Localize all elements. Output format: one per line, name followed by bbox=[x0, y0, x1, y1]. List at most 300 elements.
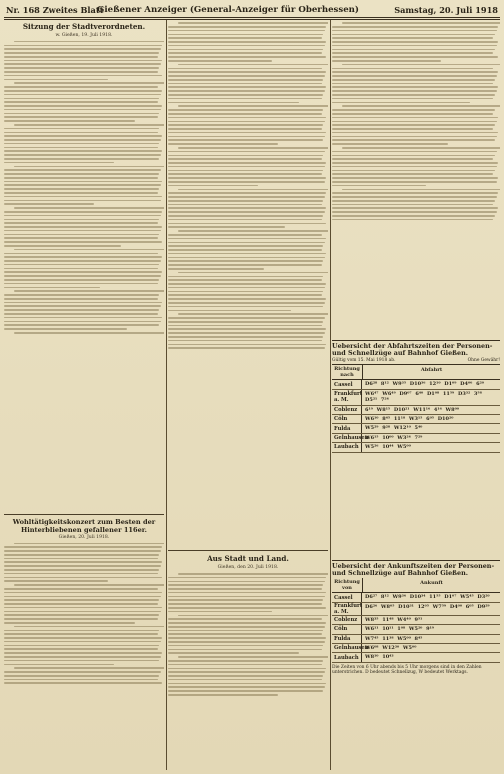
local-news-heading: Aus Stadt und Land. bbox=[207, 554, 289, 564]
text-line bbox=[4, 558, 158, 560]
text-line bbox=[168, 287, 325, 289]
text-line bbox=[168, 283, 326, 285]
column-rule-2 bbox=[330, 20, 331, 770]
text-line bbox=[4, 321, 161, 323]
text-line bbox=[332, 37, 493, 39]
text-line bbox=[168, 245, 323, 247]
text-line bbox=[332, 109, 495, 111]
text-line bbox=[168, 645, 323, 647]
text-line bbox=[4, 90, 162, 92]
text-line bbox=[168, 592, 326, 594]
text-line bbox=[332, 196, 497, 198]
station-name: Frankfurt a. M. bbox=[334, 391, 363, 404]
text-line bbox=[4, 154, 161, 156]
text-line bbox=[168, 268, 264, 270]
text-line bbox=[4, 63, 161, 65]
text-line bbox=[178, 313, 328, 315]
text-line bbox=[178, 272, 328, 274]
text-line bbox=[168, 94, 323, 96]
text-line bbox=[4, 279, 159, 281]
text-line bbox=[168, 215, 323, 217]
text-line bbox=[332, 102, 470, 104]
text-line bbox=[332, 117, 498, 119]
train-times: W6⁰⁸ W12³⁰ W5⁰⁰ bbox=[365, 645, 417, 652]
text-line bbox=[332, 128, 493, 130]
text-line bbox=[168, 56, 326, 58]
text-line bbox=[332, 192, 498, 194]
text-line bbox=[14, 249, 164, 251]
text-line bbox=[4, 200, 161, 202]
text-line bbox=[332, 113, 493, 115]
text-line bbox=[168, 588, 322, 590]
text-line bbox=[168, 310, 291, 312]
text-line bbox=[4, 588, 158, 590]
text-line bbox=[168, 264, 322, 266]
text-line bbox=[4, 546, 162, 548]
local-news-dateline: Gießen, den 20. Juli 1918. bbox=[217, 565, 279, 571]
text-line bbox=[342, 105, 500, 107]
text-line bbox=[4, 158, 159, 160]
text-line bbox=[4, 682, 162, 684]
text-line bbox=[168, 596, 325, 598]
text-line bbox=[4, 309, 159, 311]
text-line bbox=[178, 64, 328, 66]
text-line bbox=[168, 253, 326, 255]
text-line bbox=[14, 124, 164, 126]
text-line bbox=[168, 599, 323, 601]
text-line bbox=[4, 241, 162, 243]
text-line bbox=[4, 611, 161, 613]
train-times: W6⁴⁷ W6⁴⁹ D9⁰⁷ 6⁴⁰ D1⁰⁸ 11⁵⁹ D3³² 3⁵⁸ D5²¹ 7²⁴ bbox=[365, 390, 482, 404]
local-news-body bbox=[168, 573, 328, 770]
train-times: D6²⁷ 8¹² W9³⁶ D10³⁴ 11⁵⁵ D1⁰⁷ W5⁴⁵ D3²⁰ bbox=[365, 594, 490, 601]
timetable-row bbox=[332, 415, 500, 424]
text-line bbox=[332, 143, 448, 145]
text-line bbox=[168, 584, 323, 586]
text-line bbox=[168, 162, 326, 164]
text-line bbox=[332, 124, 495, 126]
text-line bbox=[168, 317, 325, 319]
text-line bbox=[168, 622, 326, 624]
text-line bbox=[4, 150, 162, 152]
text-line bbox=[168, 155, 323, 157]
text-line bbox=[4, 283, 158, 285]
text-line bbox=[332, 204, 493, 206]
timetable-row bbox=[332, 644, 500, 653]
text-line bbox=[178, 105, 328, 107]
text-line bbox=[4, 105, 162, 107]
text-line bbox=[4, 143, 159, 145]
text-line bbox=[332, 75, 497, 77]
column-rule-1 bbox=[166, 20, 167, 770]
train-times: W8³⁵ 11⁴⁸ W4⁴⁰ 9⁵¹ bbox=[365, 616, 423, 623]
text-line bbox=[332, 219, 493, 221]
text-line bbox=[4, 607, 162, 609]
text-line bbox=[332, 68, 493, 70]
text-line bbox=[4, 109, 161, 111]
text-line bbox=[14, 207, 164, 209]
text-line bbox=[4, 630, 159, 632]
text-line bbox=[4, 215, 161, 217]
text-line bbox=[4, 580, 108, 582]
station-name: Cassel bbox=[332, 593, 362, 601]
text-line bbox=[168, 83, 322, 85]
text-line bbox=[168, 34, 323, 36]
text-line bbox=[4, 592, 162, 594]
text-line bbox=[168, 291, 323, 293]
text-line bbox=[4, 637, 162, 639]
text-line bbox=[332, 45, 497, 47]
text-line bbox=[14, 667, 164, 669]
text-line bbox=[178, 230, 328, 232]
masthead-date: Samstag, 20. Juli 1918 bbox=[394, 5, 498, 15]
masthead-rule bbox=[4, 17, 500, 18]
text-line bbox=[168, 41, 326, 43]
text-line bbox=[168, 219, 322, 221]
text-line bbox=[4, 652, 162, 654]
text-line bbox=[4, 79, 108, 81]
text-line bbox=[332, 177, 498, 179]
text-line bbox=[168, 75, 325, 77]
text-line bbox=[168, 117, 326, 119]
news-body-column-3 bbox=[332, 22, 500, 340]
text-line bbox=[4, 120, 135, 122]
text-line bbox=[168, 683, 326, 685]
text-line bbox=[332, 26, 498, 28]
text-line bbox=[4, 660, 159, 662]
text-line bbox=[332, 132, 498, 134]
text-line bbox=[178, 656, 328, 658]
text-line bbox=[332, 200, 495, 202]
text-line bbox=[168, 26, 326, 28]
text-line bbox=[14, 584, 164, 586]
text-line bbox=[168, 207, 326, 209]
train-times: W6¹⁵ 10⁰⁰ W3²⁴ 7²⁹ bbox=[365, 434, 423, 441]
text-line bbox=[332, 185, 426, 187]
text-line bbox=[168, 686, 325, 688]
text-line bbox=[332, 162, 498, 164]
text-line bbox=[332, 83, 493, 85]
text-line bbox=[168, 694, 278, 696]
text-line bbox=[168, 86, 326, 88]
station-name: Laubach bbox=[332, 653, 362, 661]
timetable-row bbox=[332, 434, 500, 443]
timetable-row bbox=[332, 635, 500, 644]
masthead-issue: Nr. 168 Zweites Blatt bbox=[6, 5, 104, 15]
train-times: W6¹⁰ 8⁴⁵ 11¹⁸ W3¹⁵ 6⁰⁵ D10²⁰ bbox=[365, 416, 454, 423]
text-line bbox=[4, 86, 158, 88]
council-article-body bbox=[4, 41, 164, 511]
arrival-rows bbox=[332, 593, 500, 662]
text-line bbox=[168, 204, 322, 206]
text-line bbox=[332, 98, 493, 100]
concert-heading: Wohltätigkeitskonzert zum Besten der Hinterbliebenen gefallener 116er. bbox=[12, 517, 156, 534]
text-line bbox=[168, 242, 325, 244]
concert-dateline: Gießen, 20. Juli 1918. bbox=[58, 534, 110, 540]
text-line bbox=[168, 626, 325, 628]
train-times: D6²⁶ W8⁰⁵ D10³¹ 12⁰⁵ W7⁵⁹ D4⁰⁰ 6⁰⁵ D9²⁹ bbox=[365, 603, 490, 610]
text-line bbox=[168, 37, 322, 39]
text-line bbox=[4, 52, 159, 54]
text-line bbox=[4, 230, 161, 232]
text-line bbox=[4, 622, 135, 624]
council-article-continued bbox=[168, 22, 328, 547]
text-line bbox=[4, 256, 162, 258]
text-line bbox=[332, 90, 497, 92]
timetable-footnote: Die Zeiten von 6 Uhr abends bis 5 Uhr morgens sind in den Zahlen unterstrichen. D bedeutet Schnellzug, W bedeutet Werktags. bbox=[332, 664, 482, 676]
text-line bbox=[168, 113, 322, 115]
text-line bbox=[4, 641, 161, 643]
text-line bbox=[4, 275, 161, 277]
departure-timetable bbox=[332, 340, 500, 453]
timetable-row bbox=[332, 653, 500, 662]
text-line bbox=[342, 189, 500, 191]
text-line bbox=[4, 679, 158, 681]
text-line bbox=[168, 52, 322, 54]
text-line bbox=[4, 132, 158, 134]
text-line bbox=[168, 192, 326, 194]
text-line bbox=[168, 196, 325, 198]
text-line bbox=[4, 162, 114, 164]
masthead bbox=[6, 2, 498, 18]
station-name: Cöln bbox=[332, 415, 362, 423]
timetable-row bbox=[332, 406, 500, 415]
text-line bbox=[168, 611, 272, 613]
text-line bbox=[4, 324, 159, 326]
text-line bbox=[168, 173, 322, 175]
text-line bbox=[4, 94, 161, 96]
station-name: Gelnhausen bbox=[334, 435, 369, 442]
text-line bbox=[4, 56, 158, 58]
text-line bbox=[4, 177, 158, 179]
text-line bbox=[14, 543, 164, 545]
text-line bbox=[332, 41, 498, 43]
text-line bbox=[168, 109, 323, 111]
text-line bbox=[168, 139, 323, 141]
train-times: 6¹⁹ W8¹⁵ D10²¹ W11¹⁶ 4¹⁶ W8⁰⁰ bbox=[365, 406, 459, 413]
text-line bbox=[168, 675, 323, 677]
station-name: Cöln bbox=[332, 625, 362, 633]
text-line bbox=[4, 554, 159, 556]
text-line bbox=[168, 603, 322, 605]
text-line bbox=[4, 577, 162, 579]
text-line bbox=[4, 169, 161, 171]
text-line bbox=[168, 132, 326, 134]
text-line bbox=[342, 147, 500, 149]
text-line bbox=[168, 633, 322, 635]
text-line bbox=[168, 151, 325, 153]
text-line bbox=[14, 332, 164, 334]
text-line bbox=[4, 75, 162, 77]
timetable-row bbox=[332, 443, 500, 452]
text-line bbox=[332, 60, 441, 62]
masthead-title: Gießener Anzeiger (General-Anzeiger für Oberhessen) bbox=[97, 5, 359, 15]
text-line bbox=[4, 101, 158, 103]
text-line bbox=[4, 135, 162, 137]
text-line bbox=[168, 668, 326, 670]
text-line bbox=[4, 219, 159, 221]
text-line bbox=[332, 34, 495, 36]
text-line bbox=[4, 116, 158, 118]
column-2 bbox=[168, 20, 328, 770]
train-times: W5²⁶ 10⁴⁴ W5⁰⁰ bbox=[365, 444, 411, 451]
text-line bbox=[4, 253, 158, 255]
text-line bbox=[168, 336, 323, 338]
train-times: W6¹¹ 10¹¹ 1⁰⁸ W5²⁰ 9¹⁹ bbox=[365, 626, 434, 633]
text-line bbox=[168, 98, 322, 100]
text-line bbox=[332, 207, 498, 209]
text-line bbox=[332, 49, 495, 51]
timetable-row bbox=[332, 390, 500, 406]
text-line bbox=[332, 173, 493, 175]
text-line bbox=[168, 121, 325, 123]
text-line bbox=[4, 45, 162, 47]
text-line bbox=[168, 45, 325, 47]
text-line bbox=[332, 166, 497, 168]
text-line bbox=[4, 128, 159, 130]
text-line bbox=[14, 166, 164, 168]
departure-timetable-title: Uebersicht der Abfahrtszeiten der Personen- und Schnellzüge auf Bahnhof Gießen. bbox=[332, 342, 493, 358]
text-line bbox=[4, 328, 127, 330]
text-line bbox=[332, 181, 497, 183]
text-line bbox=[4, 203, 94, 205]
text-line bbox=[332, 158, 493, 160]
timetable-row bbox=[332, 593, 500, 602]
station-name: Fulda bbox=[332, 424, 362, 432]
text-line bbox=[4, 313, 158, 315]
text-line bbox=[168, 49, 323, 51]
timetable-row bbox=[332, 603, 500, 616]
text-line bbox=[168, 238, 326, 240]
text-line bbox=[4, 181, 162, 183]
text-line bbox=[4, 656, 161, 658]
text-line bbox=[4, 234, 159, 236]
text-line bbox=[4, 569, 159, 571]
text-line bbox=[4, 264, 159, 266]
text-line bbox=[168, 200, 323, 202]
text-line bbox=[168, 298, 326, 300]
station-name: Fulda bbox=[332, 635, 362, 643]
text-line bbox=[4, 196, 162, 198]
text-line bbox=[332, 139, 495, 141]
text-line bbox=[4, 675, 159, 677]
text-line bbox=[168, 637, 326, 639]
text-line bbox=[168, 664, 322, 666]
train-times: W5²⁹ 9²⁸ W12¹⁰ 5⁴⁰ bbox=[365, 425, 423, 432]
text-line bbox=[168, 30, 325, 32]
text-line bbox=[168, 641, 325, 643]
text-line bbox=[168, 630, 323, 632]
text-line bbox=[168, 690, 323, 692]
text-line bbox=[4, 645, 159, 647]
text-line bbox=[4, 287, 100, 289]
text-line bbox=[168, 226, 285, 228]
text-line bbox=[178, 615, 328, 617]
text-line bbox=[4, 245, 121, 247]
text-line bbox=[4, 67, 159, 69]
text-line bbox=[168, 321, 323, 323]
text-line bbox=[168, 618, 322, 620]
text-line bbox=[332, 79, 495, 81]
text-line bbox=[4, 260, 161, 262]
text-line bbox=[168, 136, 325, 138]
station-name: Laubach bbox=[332, 443, 362, 451]
text-line bbox=[168, 332, 325, 334]
text-line bbox=[4, 237, 158, 239]
arrival-timetable-title: Uebersicht der Ankunftszeiten der Personen- und Schnellzüge auf Bahnhof Gießen. bbox=[332, 562, 495, 578]
departure-rows bbox=[332, 380, 500, 452]
text-line bbox=[168, 652, 299, 654]
text-line bbox=[168, 344, 326, 346]
text-line bbox=[168, 223, 326, 225]
arrival-header: Richtung von Ankunft bbox=[332, 578, 500, 593]
text-line bbox=[168, 671, 325, 673]
station-name: Coblenz bbox=[332, 406, 362, 414]
station-name: Cassel bbox=[332, 380, 362, 388]
text-line bbox=[178, 189, 328, 191]
text-line bbox=[168, 234, 322, 236]
text-line bbox=[168, 102, 299, 104]
text-line bbox=[4, 226, 162, 228]
text-line bbox=[168, 60, 272, 62]
text-line bbox=[4, 48, 161, 50]
departure-header: Richtung nach Abfahrt bbox=[332, 365, 500, 380]
text-line bbox=[4, 573, 158, 575]
text-line bbox=[4, 294, 159, 296]
arrival-timetable bbox=[332, 560, 500, 677]
text-line bbox=[168, 679, 322, 681]
article-divider-2 bbox=[168, 550, 328, 551]
text-line bbox=[332, 56, 498, 58]
text-line bbox=[168, 166, 325, 168]
text-line bbox=[168, 607, 326, 609]
text-line bbox=[4, 603, 158, 605]
text-line bbox=[4, 302, 162, 304]
text-line bbox=[168, 347, 325, 349]
text-line bbox=[4, 184, 161, 186]
station-name: Coblenz bbox=[332, 616, 362, 624]
text-line bbox=[168, 68, 322, 70]
text-line bbox=[168, 276, 323, 278]
text-line bbox=[332, 30, 497, 32]
text-line bbox=[168, 128, 322, 130]
text-line bbox=[4, 113, 159, 115]
text-line bbox=[4, 139, 161, 141]
text-line bbox=[168, 302, 325, 304]
text-line bbox=[168, 185, 258, 187]
text-line bbox=[168, 340, 322, 342]
text-line bbox=[332, 151, 497, 153]
text-line bbox=[4, 565, 161, 567]
text-line bbox=[332, 211, 497, 213]
text-line bbox=[4, 671, 161, 673]
text-line bbox=[4, 648, 158, 650]
text-line bbox=[332, 155, 495, 157]
concert-article-body bbox=[4, 543, 164, 770]
text-line bbox=[168, 581, 325, 583]
column-3 bbox=[332, 20, 500, 770]
text-line bbox=[342, 64, 500, 66]
text-line bbox=[4, 173, 159, 175]
text-line bbox=[178, 147, 328, 149]
article-divider bbox=[4, 514, 164, 515]
column-1 bbox=[4, 20, 164, 770]
text-line bbox=[4, 222, 158, 224]
text-line bbox=[168, 177, 326, 179]
text-line bbox=[4, 305, 161, 307]
text-line bbox=[168, 577, 326, 579]
text-line bbox=[168, 79, 323, 81]
